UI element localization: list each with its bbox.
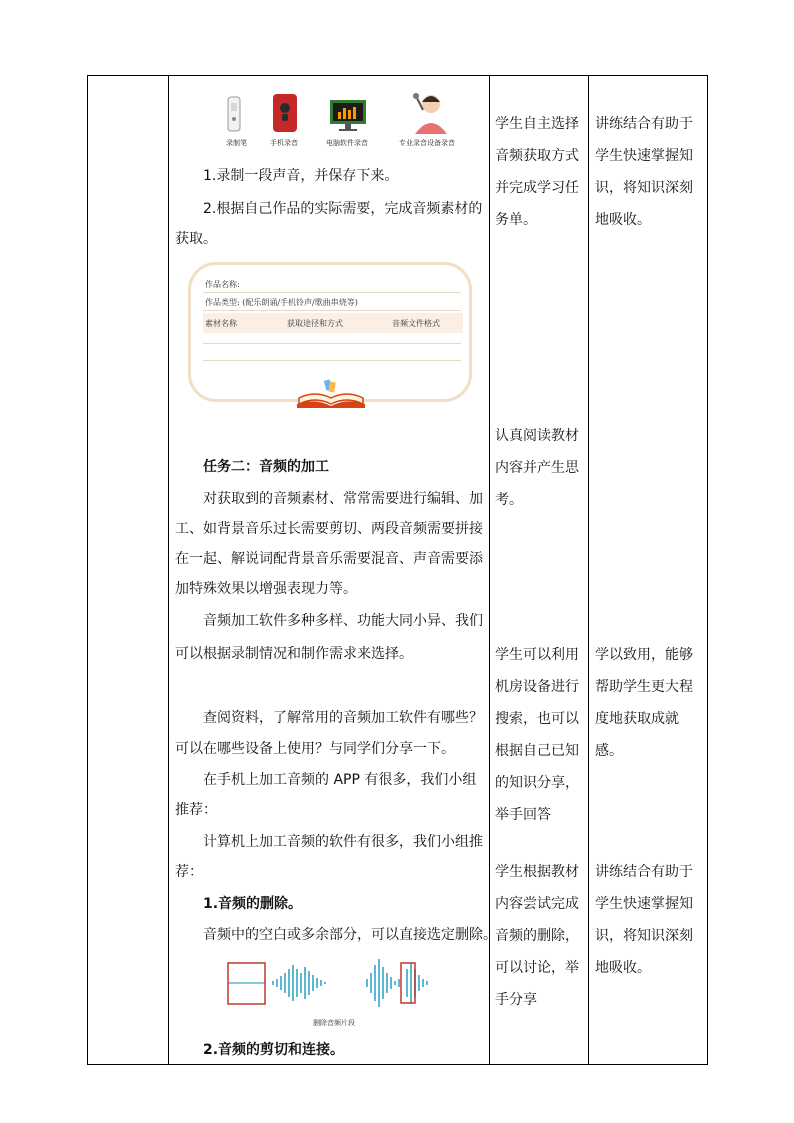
paragraph-line: 查阅资料，了解常用的音频加工软件有哪些？ [203,710,483,726]
audio-delete-waveform [225,955,450,1010]
section-1-text: 音频中的空白或多余部分，可以直接选定删除。 [203,927,497,943]
column-divider [168,76,169,1064]
form-line [203,292,461,293]
professional-recording-icon [405,90,455,136]
waveform-caption: 删除音频片段 [313,1019,355,1027]
form-col-header: 素材名称 [205,319,237,328]
form-name-label: 作品名称: [205,280,240,289]
section-2-title: 2.音频的剪切和连接。 [203,1042,345,1058]
section-1-title: 1.音频的删除。 [203,896,303,912]
step-1-text: 1.录制一段声音，并保存下来。 [203,168,399,184]
student-activity: 学生自主选择音频获取方式并完成学习任务单。 [495,116,579,228]
recorder-pen-icon [222,95,248,135]
paragraph-line: 可以在哪些设备上使用？与同学们分享一下。 [175,741,455,757]
step-2-text: 获取。 [175,231,217,247]
paragraph-line: 在一起、解说词配背景音乐需要混音、声音需要添 [175,551,483,567]
paragraph-line: 在手机上加工音频的 APP 有很多，我们小组 [203,772,477,788]
form-col-header: 音频文件格式 [392,319,440,328]
design-intent: 学以致用，能够帮助学生更大程度地获取成就感。 [595,647,693,759]
phone-recording-icon [270,92,300,134]
icon-label: 手机录音 [270,139,298,147]
form-line [203,360,461,361]
paragraph-line: 音频加工软件多种多样、功能大同小异、我们 [203,613,483,629]
paragraph-line: 工、如背景音乐过长需要剪切、两段音频需要拼接 [175,521,483,537]
form-col-header: 获取途径和方式 [287,319,343,328]
design-intent: 讲练结合有助于学生快速掌握知识，将知识深刻地吸收。 [595,864,693,976]
student-activity: 学生根据教材内容尝试完成音频的删除，可以讨论，举手分享 [495,864,579,1008]
step-2-text: 2.根据自己作品的实际需要，完成音频素材的 [203,201,483,217]
column-divider [588,76,589,1064]
icon-label: 专业录音设备录音 [399,139,455,147]
paragraph-line: 对获取到的音频素材、常常需要进行编辑、加 [203,491,483,507]
paragraph-line: 可以根据录制情况和制作需求来选择。 [175,646,413,662]
computer-recording-icon [328,98,368,132]
open-book-icon [295,378,367,410]
paragraph-line: 计算机上加工音频的软件有很多，我们小组推 [203,834,483,850]
icon-label: 录制笔 [226,139,247,147]
paragraph-line: 推荐： [175,802,217,818]
design-intent: 讲练结合有助于学生快速掌握知识，将知识深刻地吸收。 [595,116,693,228]
student-activity: 认真阅读教材内容并产生思考。 [495,428,579,508]
form-line [203,310,461,311]
paragraph-line: 荐： [175,864,203,880]
icon-label: 电脑软件录音 [326,139,368,147]
column-divider [489,76,490,1064]
task-2-title: 任务二：音频的加工 [203,459,329,475]
form-line [203,343,461,344]
student-activity: 学生可以利用机房设备进行搜索，也可以根据自己已知的知识分享，举手回答 [495,647,579,823]
paragraph-line: 加特殊效果以增强表现力等。 [175,581,357,597]
form-type-label: 作品类型: (配乐朗诵/手机铃声/歌曲串烧等) [205,298,358,307]
